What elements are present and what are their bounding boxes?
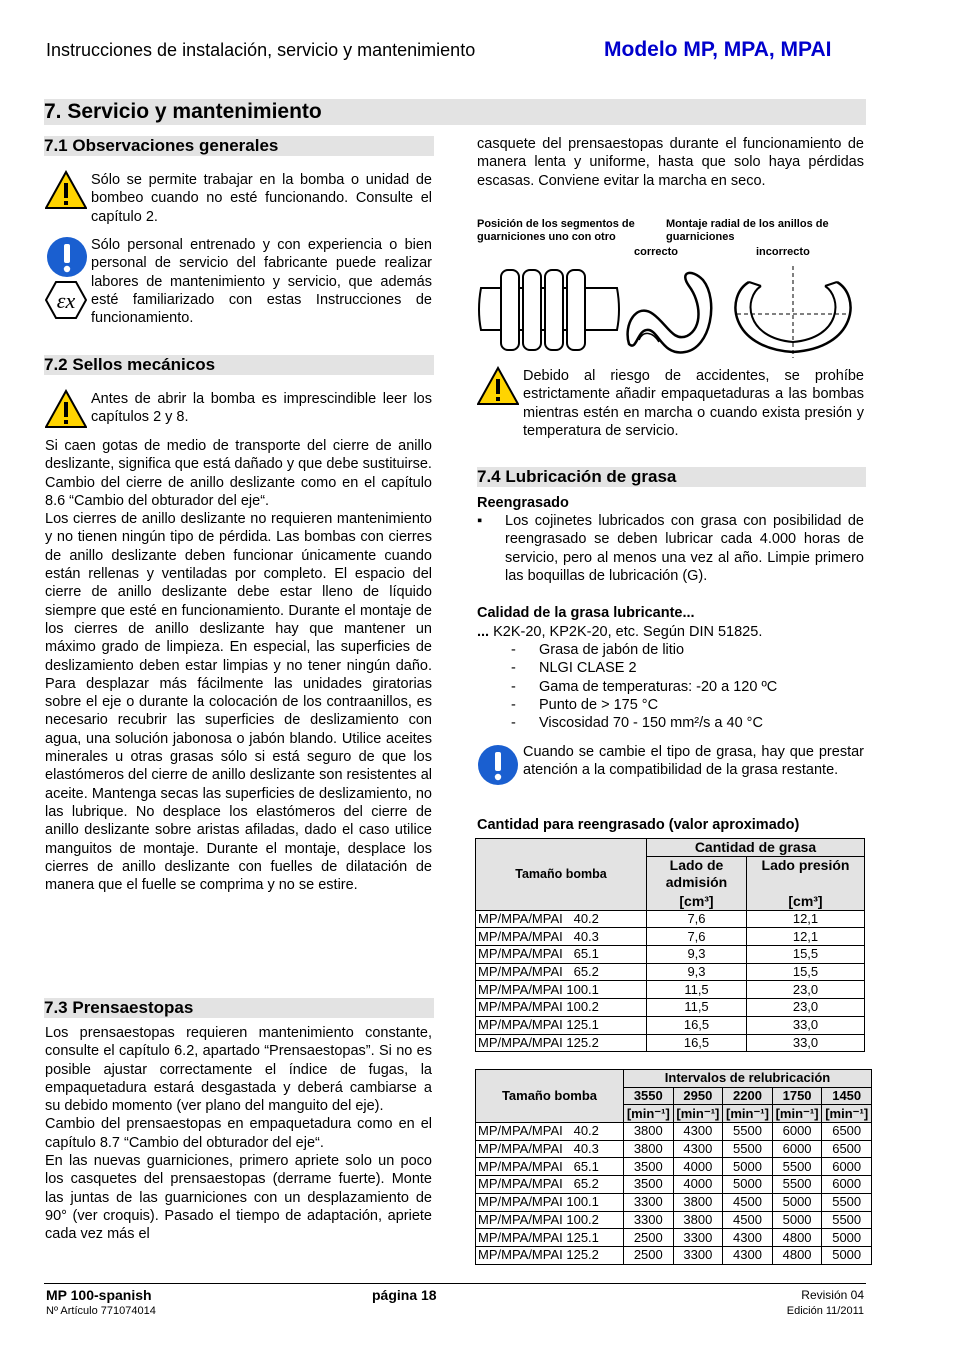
paragraph: Si caen gotas de medio de transporte del cierre de anillo deslizante, significa que está dañado y que debe sustituirse. — [45, 438, 432, 473]
interval-cell: 6000 — [772, 1123, 822, 1141]
ellipsis: ... — [477, 624, 490, 640]
pump-size-cell: MP/MPA/MPAI 125.1 — [476, 1016, 647, 1034]
table-row — [476, 1211, 872, 1229]
interval-cell: 6500 — [822, 1123, 872, 1141]
table-header-unit: [min⁻¹] — [673, 1105, 723, 1123]
grease-quantity-cell: 12,1 — [747, 928, 865, 946]
packing-rings-figure — [477, 262, 867, 360]
interval-cell: 3300 — [624, 1193, 674, 1211]
pump-size-cell: MP/MPA/MPAI 40.2 — [476, 1123, 624, 1141]
table-header-inlet: Lado de admisión [cm³] — [647, 856, 747, 910]
interval-cell: 6500 — [822, 1140, 872, 1158]
subheading-reengrasado: Reengrasado — [477, 495, 569, 511]
warning-icon — [45, 389, 87, 429]
dash-list — [511, 641, 861, 732]
grease-quantity-cell: 11,5 — [647, 981, 747, 999]
paragraph: En las nuevas guarniciones, primero apriete solo un poco los casquetes del prensaestopas (derrame fuerte). Monte las juntas de las guarniciones con un desplazamiento de 90° (ver croquis). Pasado el tiempo de adaptación, apriete cada vez más el — [45, 1153, 432, 1243]
table-header-group: Cantidad de grasa — [647, 839, 865, 857]
interval-cell: 4500 — [723, 1193, 773, 1211]
table-row — [476, 1034, 865, 1052]
paragraph: Cambio del cierre de anillo deslizante como en el capítulo 8.6 “Cambio del obturador del eje“. — [45, 474, 432, 509]
bullet-marker: ▪ — [477, 513, 483, 529]
interval-cell: 4300 — [723, 1229, 773, 1247]
interval-cell: 6000 — [822, 1176, 872, 1194]
pump-size-cell: MP/MPA/MPAI 125.2 — [476, 1246, 624, 1264]
note-7-1-a: Sólo se permite trabajar en la bomba o unidad de bombeo cuando no esté funcionando. Consulte el capítulo 2. — [91, 172, 432, 225]
table-row — [476, 1176, 872, 1194]
table-row — [476, 1229, 872, 1247]
grease-quantity-cell: 16,5 — [647, 1034, 747, 1052]
pump-size-cell: MP/MPA/MPAI 100.2 — [476, 1211, 624, 1229]
interval-cell: 5500 — [822, 1211, 872, 1229]
table-header-unit: [min⁻¹] — [822, 1105, 872, 1123]
interval-cell: 2500 — [624, 1246, 674, 1264]
grease-quantity-cell: 12,1 — [747, 910, 865, 928]
table-row — [476, 1016, 865, 1034]
table-header-unit: [min⁻¹] — [723, 1105, 773, 1123]
footer-revision: Revisión 04 — [801, 1288, 864, 1302]
table-row — [476, 946, 865, 964]
interval-cell: 4000 — [673, 1158, 723, 1176]
list-item: - Grasa de jabón de litio — [511, 642, 685, 658]
interval-cell: 4300 — [723, 1246, 773, 1264]
grease-quantity-cell: 7,6 — [647, 928, 747, 946]
warning-icon — [45, 170, 87, 210]
interval-cell: 4300 — [673, 1140, 723, 1158]
interval-cell: 5500 — [723, 1123, 773, 1141]
heading-7-3: 7.3 Prensaestopas — [44, 998, 434, 1018]
pump-size-cell: MP/MPA/MPAI 100.1 — [476, 1193, 624, 1211]
table-row — [476, 1158, 872, 1176]
text-7-2 — [45, 437, 432, 894]
warning-icon — [477, 366, 519, 406]
interval-cell: 4800 — [772, 1246, 822, 1264]
note-7-4: Cuando se cambie el tipo de grasa, hay que prestar atención a la compatibilidad de la grasa restante. — [523, 744, 864, 779]
bullet-item — [477, 512, 864, 585]
footer-edition: Edición 11/2011 — [786, 1305, 864, 1317]
table-row — [476, 1246, 872, 1264]
interval-cell: 5000 — [822, 1229, 872, 1247]
table-row — [476, 928, 865, 946]
interval-cell: 5000 — [822, 1246, 872, 1264]
footer-divider — [44, 1283, 866, 1284]
table-row — [476, 1123, 872, 1141]
figure-label-incorrect: incorrecto — [756, 246, 810, 258]
text-7-3 — [45, 1024, 432, 1244]
table-header-unit: [min⁻¹] — [624, 1105, 674, 1123]
attention-icon — [46, 236, 88, 278]
bullet-text: Los cojinetes lubricados con grasa con posibilidad de reengrasado se deben lubricar cada 4.000 horas de servicio, pero al menos una vez al año. Limpie primero las boquillas de lubricación (G). — [505, 513, 864, 584]
grease-spec-text: K2K-20, KP2K-20, etc. Según DIN 51825. — [489, 624, 763, 640]
subheading-calidad: Calidad de la grasa lubricante... — [477, 605, 695, 621]
pump-size-cell: MP/MPA/MPAI 40.2 — [476, 910, 647, 928]
table-header-speed: 1450 — [822, 1087, 872, 1105]
grease-quantity-cell: 16,5 — [647, 1016, 747, 1034]
table-header-unit: [min⁻¹] — [772, 1105, 822, 1123]
footer-doc: MP 100-spanish — [46, 1287, 152, 1303]
interval-cell: 3500 — [624, 1176, 674, 1194]
footer-page: página 18 — [372, 1287, 437, 1303]
paragraph: Los cierres de anillo deslizante no requieren mantenimiento y no tienen ningún tipo de pérdida. Las bombas con cierres de anillo deslizante deben funcionar únicamente cuando están rellenas y ventiladas por completo. El espacio del cierre de anillo deslizante debe estar lleno de líquido siempre que esté en funcionamiento. Durante el montaje de los cierres de anillo deslizante hay que mantener un máximo grado de limpieza. En especial, las superficies de deslizamiento deben estar limpias y no tener ningún daño. Para desplazar más fácilmente las unidades giratorias sobre el eje o durante la colocación de los contraanillos, es necesario recubrir las superficies de deslizamiento con agua, una solución jabonosa o jabón blando. Utilice aceites minerales u otras grasas sólo si está seguro de que los elastómeros del cierre de anillo deslizante son resistentes al aceite. Mantenga secas las superficies de deslizamiento, no las lubrique. No desplace los elastómeros del cierre de anillo deslizante sobre aristas afiladas, dado el caso utilice manguitos de montaje. Durante el montaje, desplace los cierres de anillo deslizante con fuelles de dilatación de manera que el fuelle se comprima y no se estire. — [45, 511, 432, 894]
table-header-speed: 3550 — [624, 1087, 674, 1105]
note-7-2: Antes de abrir la bomba es imprescindible leer los capítulos 2 y 8. — [91, 391, 432, 426]
interval-cell: 3800 — [673, 1211, 723, 1229]
table-row — [476, 999, 865, 1017]
relubrication-interval-table — [475, 1069, 872, 1265]
interval-cell: 3300 — [673, 1229, 723, 1247]
table-header-speed: 1750 — [772, 1087, 822, 1105]
grease-quantity-cell: 15,5 — [747, 946, 865, 964]
interval-cell: 5500 — [723, 1140, 773, 1158]
table-header-speed: 2950 — [673, 1087, 723, 1105]
interval-cell: 2500 — [624, 1229, 674, 1247]
table-row — [476, 1140, 872, 1158]
interval-cell: 3800 — [624, 1123, 674, 1141]
pump-size-cell: MP/MPA/MPAI 40.3 — [476, 1140, 624, 1158]
table-row — [476, 981, 865, 999]
heading-7-2: 7.2 Sellos mecánicos — [44, 355, 434, 375]
figure-label-segments: Posición de los segmentos de guarniciones uno con otro — [477, 218, 635, 243]
pump-size-cell: MP/MPA/MPAI 65.2 — [476, 963, 647, 981]
grease-quantity-cell: 15,5 — [747, 963, 865, 981]
interval-cell: 3800 — [673, 1193, 723, 1211]
list-item: - Punto de > 175 °C — [511, 696, 659, 713]
table-header-size: Tamaño bomba — [476, 839, 647, 911]
grease-quantity-cell: 33,0 — [747, 1034, 865, 1052]
interval-cell: 3300 — [673, 1246, 723, 1264]
grease-quantity-cell: 11,5 — [647, 999, 747, 1017]
interval-cell: 5000 — [772, 1193, 822, 1211]
grease-quantity-table — [475, 838, 865, 1052]
table-row — [476, 1193, 872, 1211]
grease-quantity-cell: 9,3 — [647, 946, 747, 964]
ex-atex-icon — [45, 281, 87, 319]
pump-size-cell: MP/MPA/MPAI 100.2 — [476, 999, 647, 1017]
interval-cell: 6000 — [822, 1158, 872, 1176]
pump-size-cell: MP/MPA/MPAI 65.1 — [476, 946, 647, 964]
interval-cell: 5500 — [772, 1158, 822, 1176]
table-header-outlet: Lado presión [cm³] — [747, 856, 865, 910]
interval-cell: 6000 — [772, 1140, 822, 1158]
table-header-speed: 2200 — [723, 1087, 773, 1105]
grease-quantity-cell: 33,0 — [747, 1016, 865, 1034]
interval-cell: 3500 — [624, 1158, 674, 1176]
interval-cell: 4000 — [673, 1176, 723, 1194]
subheading-cantidad: Cantidad para reengrasado (valor aproximado) — [477, 817, 800, 833]
list-item: - Viscosidad 70 - 150 mm²/s a 40 °C — [511, 715, 763, 732]
interval-cell: 5000 — [772, 1211, 822, 1229]
note-7-1-b: Sólo personal entrenado y con experiencia o bien personal de servicio del fabricante puede realizar labores de mantenimiento y servicio, que además esté familiarizado con estas Instrucciones de funcionamiento. — [91, 237, 432, 327]
pump-size-cell: MP/MPA/MPAI 100.1 — [476, 981, 647, 999]
table-header-size: Tamaño bomba — [476, 1070, 624, 1123]
table-header-group: Intervalos de relubricación — [624, 1070, 872, 1088]
grease-quantity-cell: 23,0 — [747, 981, 865, 999]
paragraph: Cambio del prensaestopas en empaquetadura como en el capítulo 8.7 “Cambio del obturador del eje“. — [45, 1116, 432, 1151]
interval-cell: 3800 — [624, 1140, 674, 1158]
interval-cell: 5000 — [723, 1158, 773, 1176]
list-item: - NLGI CLASE 2 — [511, 660, 637, 677]
interval-cell: 5500 — [772, 1176, 822, 1194]
interval-cell: 5000 — [723, 1176, 773, 1194]
pump-size-cell: MP/MPA/MPAI 40.3 — [476, 928, 647, 946]
header-left: Instrucciones de instalación, servicio y mantenimiento — [46, 40, 476, 60]
interval-cell: 4500 — [723, 1211, 773, 1229]
pump-size-cell: MP/MPA/MPAI 65.2 — [476, 1176, 624, 1194]
svg-text:εx: εx — [56, 288, 76, 313]
footer-article: Nº Artículo 771074014 — [46, 1305, 156, 1317]
header-model: Modelo MP, MPA, MPAI — [604, 38, 832, 61]
grease-quantity-cell: 7,6 — [647, 910, 747, 928]
paragraph: Los prensaestopas requieren mantenimiento constante, consulte el capítulo 6.2, apartado “Prensaestopas”. Si no es posible ajustar correctamente el índice de fugas, la empaquetadura estará desgastada y deberá cambiarse a su debido momento (ver plano del manguito del eje). — [45, 1025, 432, 1115]
table-row — [476, 963, 865, 981]
list-item: - Gama de temperaturas: -20 a 120 ºC — [511, 678, 778, 695]
interval-cell: 5500 — [822, 1193, 872, 1211]
pump-size-cell: MP/MPA/MPAI 125.1 — [476, 1229, 624, 1247]
attention-icon — [477, 744, 519, 786]
grease-quantity-cell: 9,3 — [647, 963, 747, 981]
pump-size-cell: MP/MPA/MPAI 125.2 — [476, 1034, 647, 1052]
heading-7-1: 7.1 Observaciones generales — [44, 136, 434, 156]
figure-label-correct: correcto — [634, 246, 679, 258]
grease-quantity-cell: 23,0 — [747, 999, 865, 1017]
section-title: 7. Servicio y mantenimiento — [44, 99, 866, 125]
interval-cell: 4300 — [673, 1123, 723, 1141]
interval-cell: 4800 — [772, 1229, 822, 1247]
heading-7-4: 7.4 Lubricación de grasa — [477, 467, 866, 487]
interval-cell: 3300 — [624, 1211, 674, 1229]
figure-label-radial: Montaje radial de los anillos de guarniciones — [666, 218, 829, 243]
table-row — [476, 910, 865, 928]
text-7-3-cont: casquete del prensaestopas durante el funcionamiento de manera lenta y uniforme, hasta que solo haya pérdidas escasas. Conviene evitar la marcha en seco. — [477, 136, 864, 189]
note-7-3: Debido al riesgo de accidentes, se prohíbe estrictamente añadir empaquetaduras a las bombas mientras estén en marcha o cuando exista presión y temperatura de servicio. — [523, 368, 864, 439]
grease-spec-line — [477, 623, 762, 641]
pump-size-cell: MP/MPA/MPAI 65.1 — [476, 1158, 624, 1176]
